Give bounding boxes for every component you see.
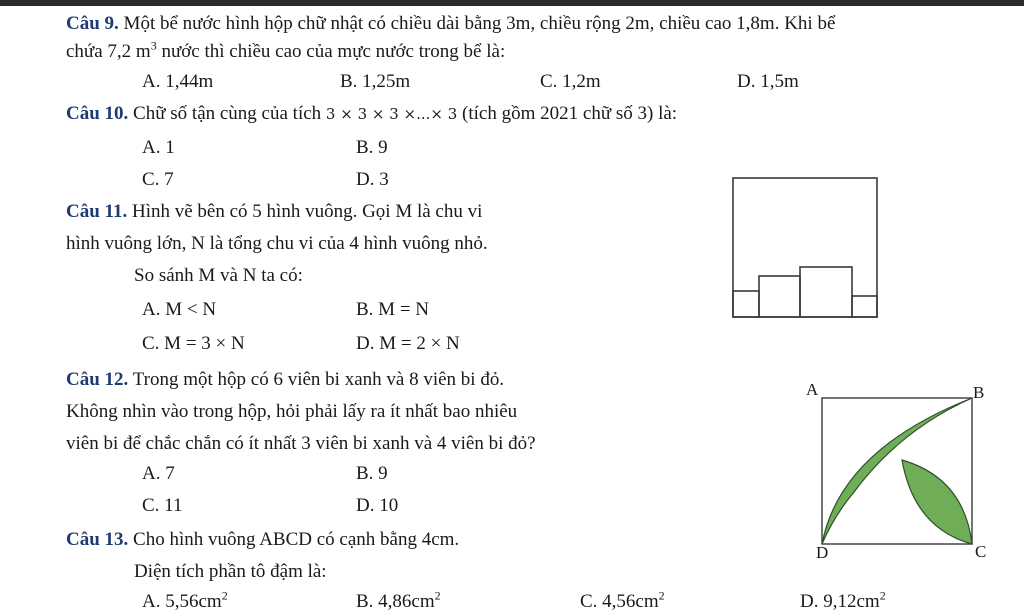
q9-text1: Một bể nước hình hộp chữ nhật có chiều dài bằng 3m, chiều rộng 2m, chiều cao 1,8m. Khi bể	[123, 13, 836, 34]
q11-line1	[66, 200, 482, 224]
q13-option-d-value: D. 9,12cm	[800, 591, 880, 612]
q10-option-b[interactable]: B. 9	[356, 137, 388, 158]
q13-option-a-sup: 2	[221, 588, 228, 603]
q12-option-c[interactable]: C. 11	[142, 495, 183, 516]
label-b: B	[973, 383, 985, 402]
small-square-2	[759, 276, 800, 317]
q13-option-a-value: A. 5,56cm	[142, 591, 222, 612]
q11-squares-figure	[730, 175, 882, 321]
top-dark-bar	[0, 0, 1024, 6]
q9-option-d[interactable]: D. 1,5m	[737, 71, 799, 92]
q13-line1	[66, 528, 459, 552]
q12-option-a[interactable]: A. 7	[142, 463, 175, 484]
q9-option-b[interactable]: B. 1,25m	[340, 71, 411, 92]
q12-text1: Trong một hộp có 6 viên bi xanh và 8 viên bi đỏ.	[132, 369, 505, 390]
small-square-3	[800, 267, 852, 317]
q12-line2: Không nhìn vào trong hộp, hỏi phải lấy ra ít nhất bao nhiêu	[66, 401, 518, 422]
q13-option-d-sup: 2	[879, 588, 886, 603]
q9-line1	[66, 12, 835, 36]
q11-option-b[interactable]: B. M = N	[356, 299, 430, 320]
q10-option-c[interactable]: C. 7	[142, 169, 174, 190]
q9-line2	[66, 40, 505, 64]
q9-number: Câu 9.	[66, 13, 119, 34]
q9-text2a: chứa 7,2 m	[66, 41, 151, 62]
label-a: A	[806, 380, 819, 399]
q13-option-b[interactable]	[356, 590, 441, 614]
q10-line	[66, 102, 677, 126]
q10-number: Câu 10.	[66, 103, 129, 124]
q13-number: Câu 13.	[66, 529, 129, 550]
q12-option-b[interactable]: B. 9	[356, 463, 388, 484]
q10-option-d[interactable]: D. 3	[356, 169, 389, 190]
q13-option-c-value: C. 4,56cm	[580, 591, 659, 612]
q11-text1: Hình vẽ bên có 5 hình vuông. Gọi M là chu vi	[132, 201, 483, 222]
q10-text-b: (tích gồm 2021 chữ số 3) là:	[457, 103, 678, 124]
q9-text2sup: 3	[150, 38, 157, 53]
q12-line3: viên bi để chắc chắn có ít nhất 3 viên bi xanh và 4 viên bi đỏ?	[66, 433, 536, 454]
q13-line2: Diện tích phần tô đậm là:	[134, 561, 327, 582]
shaded-leaf	[902, 460, 972, 544]
q12-option-d[interactable]: D. 10	[356, 495, 399, 516]
q13-option-a[interactable]	[142, 590, 228, 614]
q13-text1: Cho hình vuông ABCD có cạnh bằng 4cm.	[133, 529, 460, 550]
q13-option-c-sup: 2	[658, 588, 665, 603]
q10-text-a: Chữ số tận cùng của tích	[133, 103, 326, 124]
q11-number: Câu 11.	[66, 201, 128, 222]
label-c: C	[975, 542, 987, 561]
small-square-4	[852, 296, 877, 317]
q11-option-c[interactable]: C. M = 3 × N	[142, 333, 245, 354]
q13-square-figure	[812, 378, 998, 562]
q10-expression: 3 × 3 × 3 ×...× 3	[325, 105, 458, 123]
q10-option-a[interactable]: A. 1	[142, 137, 175, 158]
q11-line3: So sánh M và N ta có:	[134, 265, 303, 286]
small-square-1	[733, 291, 759, 317]
q11-line2: hình vuông lớn, N là tổng chu vi của 4 hình vuông nhỏ.	[66, 233, 488, 254]
q11-option-d[interactable]: D. M = 2 × N	[356, 333, 460, 354]
q9-option-c[interactable]: C. 1,2m	[540, 71, 601, 92]
label-d: D	[816, 543, 829, 562]
q12-number: Câu 12.	[66, 369, 129, 390]
q13-option-d[interactable]	[800, 590, 886, 614]
q13-option-b-value: B. 4,86cm	[356, 591, 435, 612]
q13-option-c[interactable]	[580, 590, 665, 614]
q11-option-a[interactable]: A. M < N	[142, 299, 217, 320]
q13-option-b-sup: 2	[434, 588, 441, 603]
q12-line1	[66, 368, 504, 392]
q9-text2b: nước thì chiều cao của mực nước trong bể là:	[156, 41, 506, 62]
q9-option-a[interactable]: A. 1,44m	[142, 71, 214, 92]
